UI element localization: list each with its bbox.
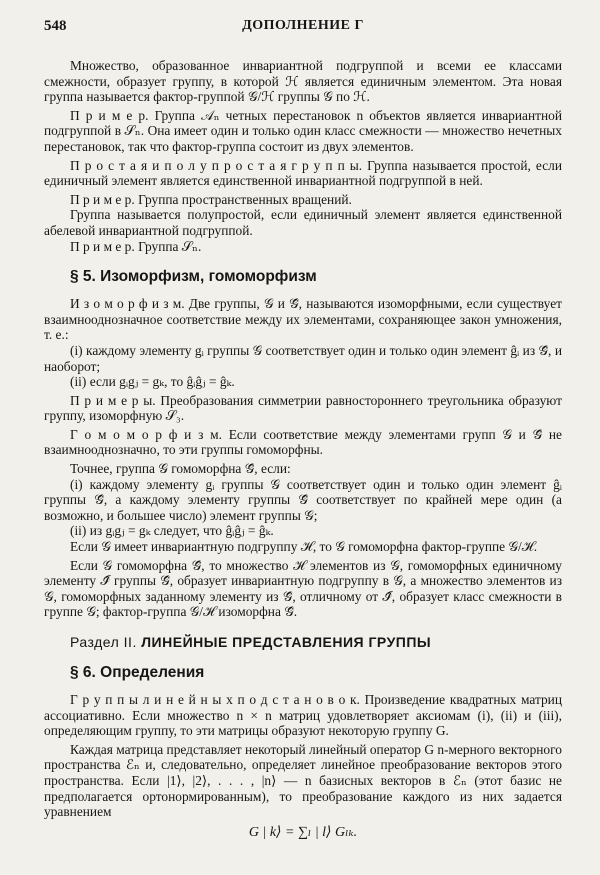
paragraph: Группа называется полупростой, если единичный элемент является единственной абелевой инвариантной подгруппой. — [44, 207, 562, 238]
paragraph: Точнее, группа 𝒢 гомоморфна 𝒢̂, если: — [70, 461, 291, 477]
paragraph: (ii) если gᵢgⱼ = gₖ, то ĝᵢĝⱼ = ĝₖ. — [70, 374, 235, 390]
paragraph: Г о м о м о р ф и з м. Если соответствие между элементами групп 𝒢 и 𝒢̂ не взаимнооднозначно, то эти группы гомоморфны. — [44, 426, 562, 458]
intro-block — [44, 58, 562, 254]
section-6-title: § 6. Определения — [70, 664, 205, 681]
paragraph: Каждая матрица представляет некоторый линейный оператор G n-мерного векторного пространства ℰₙ и, следовательно, определяет линейное преобразование векторов этого пространства. Если |1⟩, |2⟩, . . . , |n⟩ — n базисных векторов в ℰₙ (этот базис не предполагается ортонормированным), то преобразование каждого из них задается уравнением — [44, 741, 562, 820]
paragraph: Г р у п п ы л и н е й н ы х п о д с т а н о в о к. Произведение квадратных матриц ассоциативно. Если множество n × n матриц удовлетворяет аксиомам (i), (ii) и (iii), определяющим группу, то эти матрицы образуют некоторую группу G. — [44, 692, 562, 739]
page-header — [44, 0, 562, 58]
paragraph: П р и м е р. Группа пространственных вращений. — [70, 191, 352, 207]
paragraph: П р и м е р. Группа 𝒜ₙ четных перестановок n объектов является инвариантной подгруппой в 𝒮ₙ. Она имеет один и только один класс смежности — множество нечетных перестановок, так что фактор-группа состоит из двух элементов. — [44, 107, 562, 154]
paragraph: П р о с т а я и п о л у п р о с т а я г р у п п ы. Группа называется простой, если единичный элемент является единственной инвариантной подгруппой в ней. — [44, 157, 562, 189]
part-2-title: ЛИНЕЙНЫЕ ПРЕДСТАВЛЕНИЯ ГРУППЫ — [141, 634, 432, 650]
paragraph: (i) каждому элементу gᵢ группы 𝒢 соответствует один и только один элемент ĝᵢ группы 𝒢̂, а каждому элементу группы 𝒢̂ соответствует по крайней мере один (а возможно, и большее число) элемент группы 𝒢; — [44, 476, 562, 523]
paragraph: П р и м е р ы. Преобразования симметрии равностороннего треугольника образуют группу, изоморфную 𝒮₃. — [44, 392, 562, 424]
part-2-label: Раздел II. — [70, 634, 137, 650]
section-5-title: § 5. Изоморфизм, гомоморфизм — [70, 268, 317, 286]
part-2-heading — [70, 634, 562, 650]
running-head: ДОПОЛНЕНИЕ Г — [242, 18, 364, 33]
paragraph: Если 𝒢 гомоморфна 𝒢̂, то множество ℋ элементов из 𝒢, гомоморфных единичному элементу ℐ̂ группы 𝒢̂, образует инвариантную подгруппу в 𝒢, а множество элементов из 𝒢, гомоморфных заданному элементу из 𝒢̂, отличному от ℐ̂, образует класс смежности в группе 𝒢; фактор-группа 𝒢/ℋ изоморфна 𝒢̂. — [44, 557, 562, 620]
paragraph: Множество, образованное инвариантной подгруппой и всеми ее классами смежности, образует группу, в которой ℋ является единичным элементом. Эта новая группа называется фактор-группой 𝒢/ℋ группы 𝒢 по ℋ. — [44, 58, 562, 105]
page-number: 548 — [44, 18, 67, 34]
paragraph: (ii) из gᵢgⱼ = gₖ следует, что ĝᵢĝⱼ = ĝₖ. — [70, 523, 274, 539]
formula: G | k⟩ = ∑ₗ | l⟩ Gₗₖ. — [248, 824, 358, 840]
paragraph: И з о м о р ф и з м. Две группы, 𝒢 и 𝒢̂, называются изоморфными, если существует взаимнооднозначное соответствие между их элементами, сохраняющее закон умножения, т. е.: — [44, 296, 562, 343]
paragraph: (i) каждому элементу gᵢ группы 𝒢 соответствует один и только один элемент ĝᵢ из 𝒢̂, и наоборот; — [44, 342, 562, 374]
paragraph: П р и м е р. Группа 𝒮ₙ. — [70, 238, 202, 254]
section-5-body — [44, 296, 562, 620]
section-6-body — [44, 692, 562, 841]
paragraph: Если 𝒢 имеет инвариантную подгруппу ℋ, то 𝒢 гомоморфна фактор-группе 𝒢/ℋ. — [70, 539, 538, 555]
